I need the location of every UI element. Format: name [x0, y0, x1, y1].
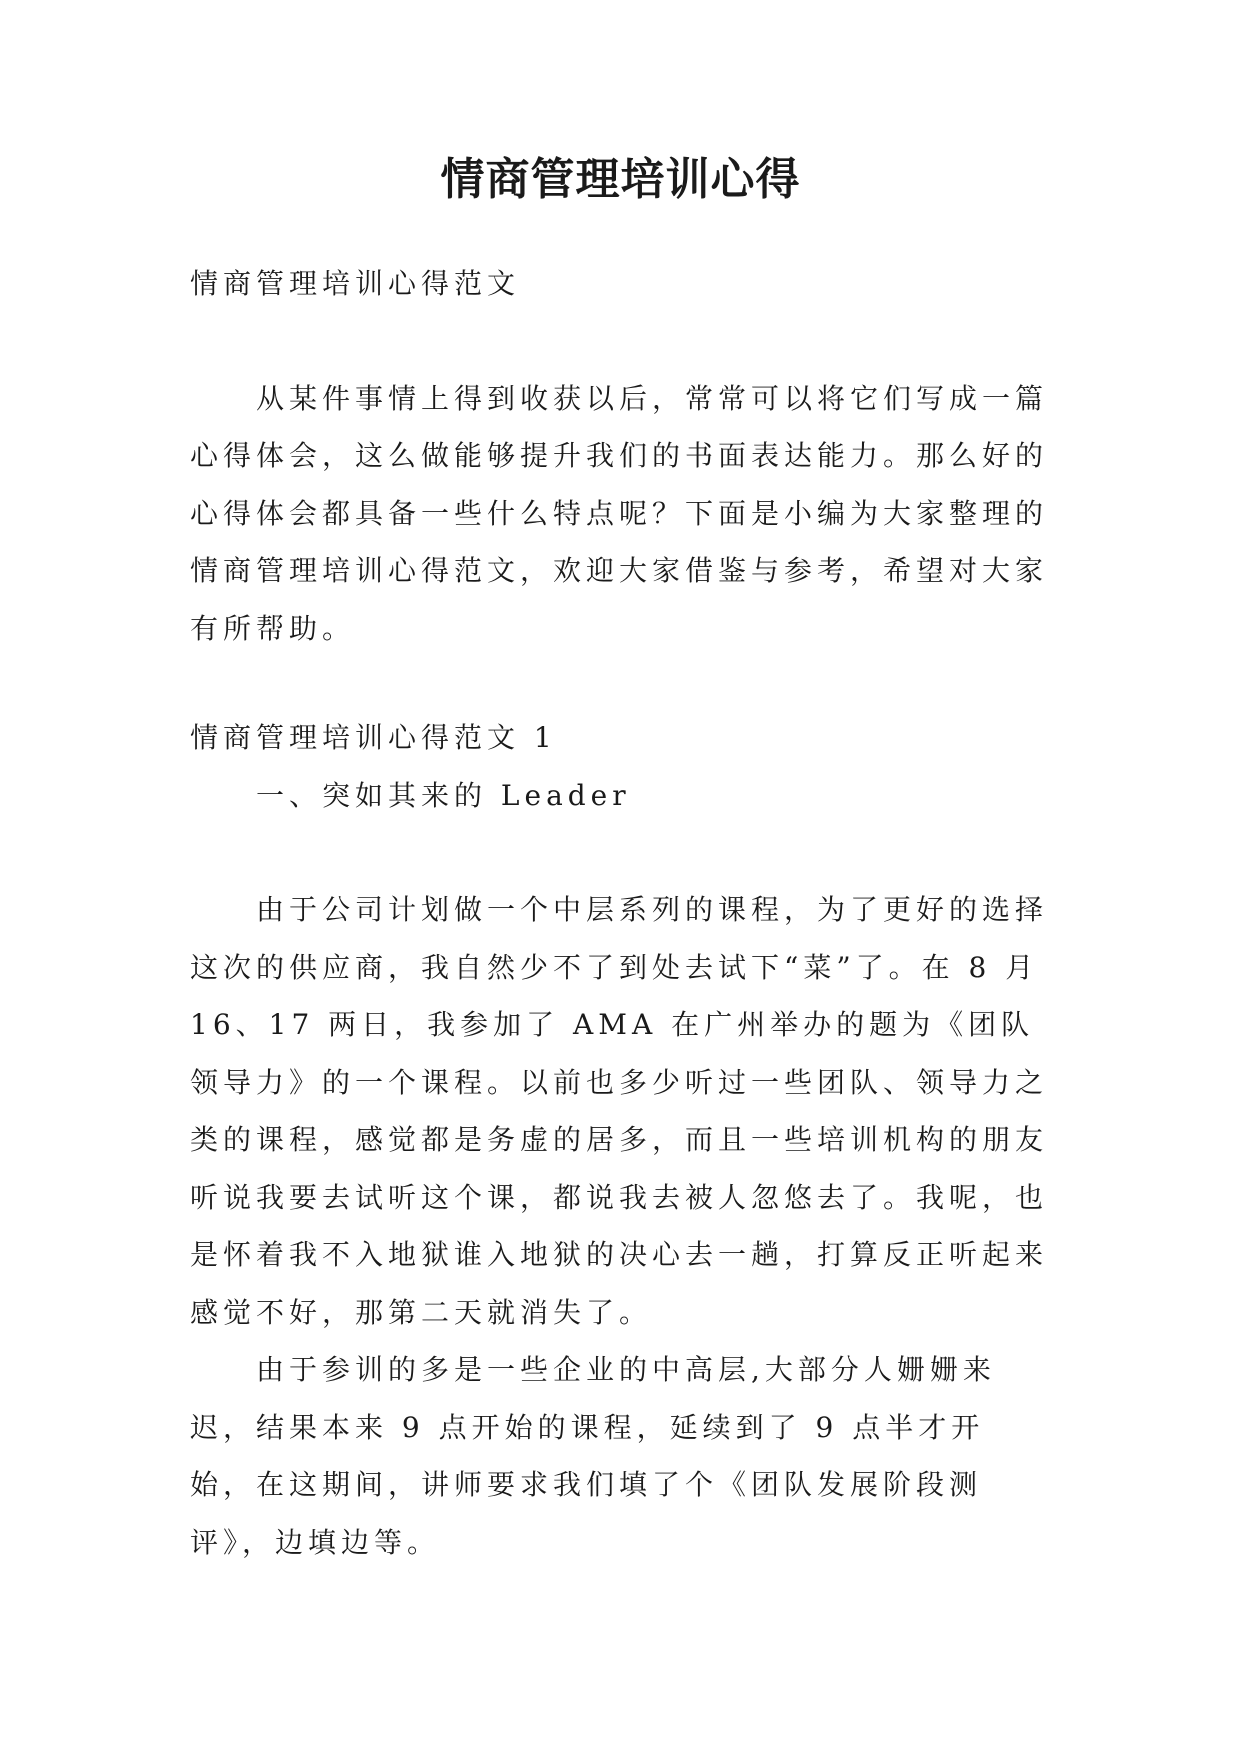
document-body	[190, 255, 1050, 1571]
spacer	[190, 657, 1050, 709]
spacer	[190, 824, 1050, 881]
document-subtitle: 情商管理培训心得范文	[190, 267, 521, 300]
intro-paragraph: 从某件事情上得到收获以后，常常可以将它们写成一篇心得体会，这么做能够提升我们的书面表达能力。那么好的心得体会都具备一些什么特点呢？下面是小编为大家整理的情商管理培训心得范文，欢迎大家借鉴与参考，希望对大家有所帮助。	[190, 381, 1049, 645]
spacer	[190, 313, 1050, 370]
document-title: 情商管理培训心得	[440, 154, 801, 205]
body-paragraph: 由于参训的多是一些企业的中高层,大部分人姗姗来迟，结果本来 9 点开始的课程，延续到了 9 点半才开始，在这期间，讲师要求我们填了个《团队发展阶段测评》，边填边等。	[190, 1353, 996, 1559]
section-heading: 情商管理培训心得范文 1	[190, 721, 557, 754]
section-subheading: 一、突如其来的 Leader	[256, 778, 631, 812]
body-paragraph: 由于公司计划做一个中层系列的课程，为了更好的选择这次的供应商，我自然少不了到处去试下“菜”了。在 8 月 16、17 两日，我参加了 AMA 在广州举办的题为《团队领导力》的一个课程。以前也多少听过一些团队、领导力之类的课程，感觉都是务虚的居多，而且一些培训机构的朋友听说我要去试听这个课，都说我去被人忽悠去了。我呢，也是怀着我不入地狱谁入地狱的决心去一趟，打算反正听起来感觉不好，那第二天就消失了。	[190, 893, 1049, 1329]
